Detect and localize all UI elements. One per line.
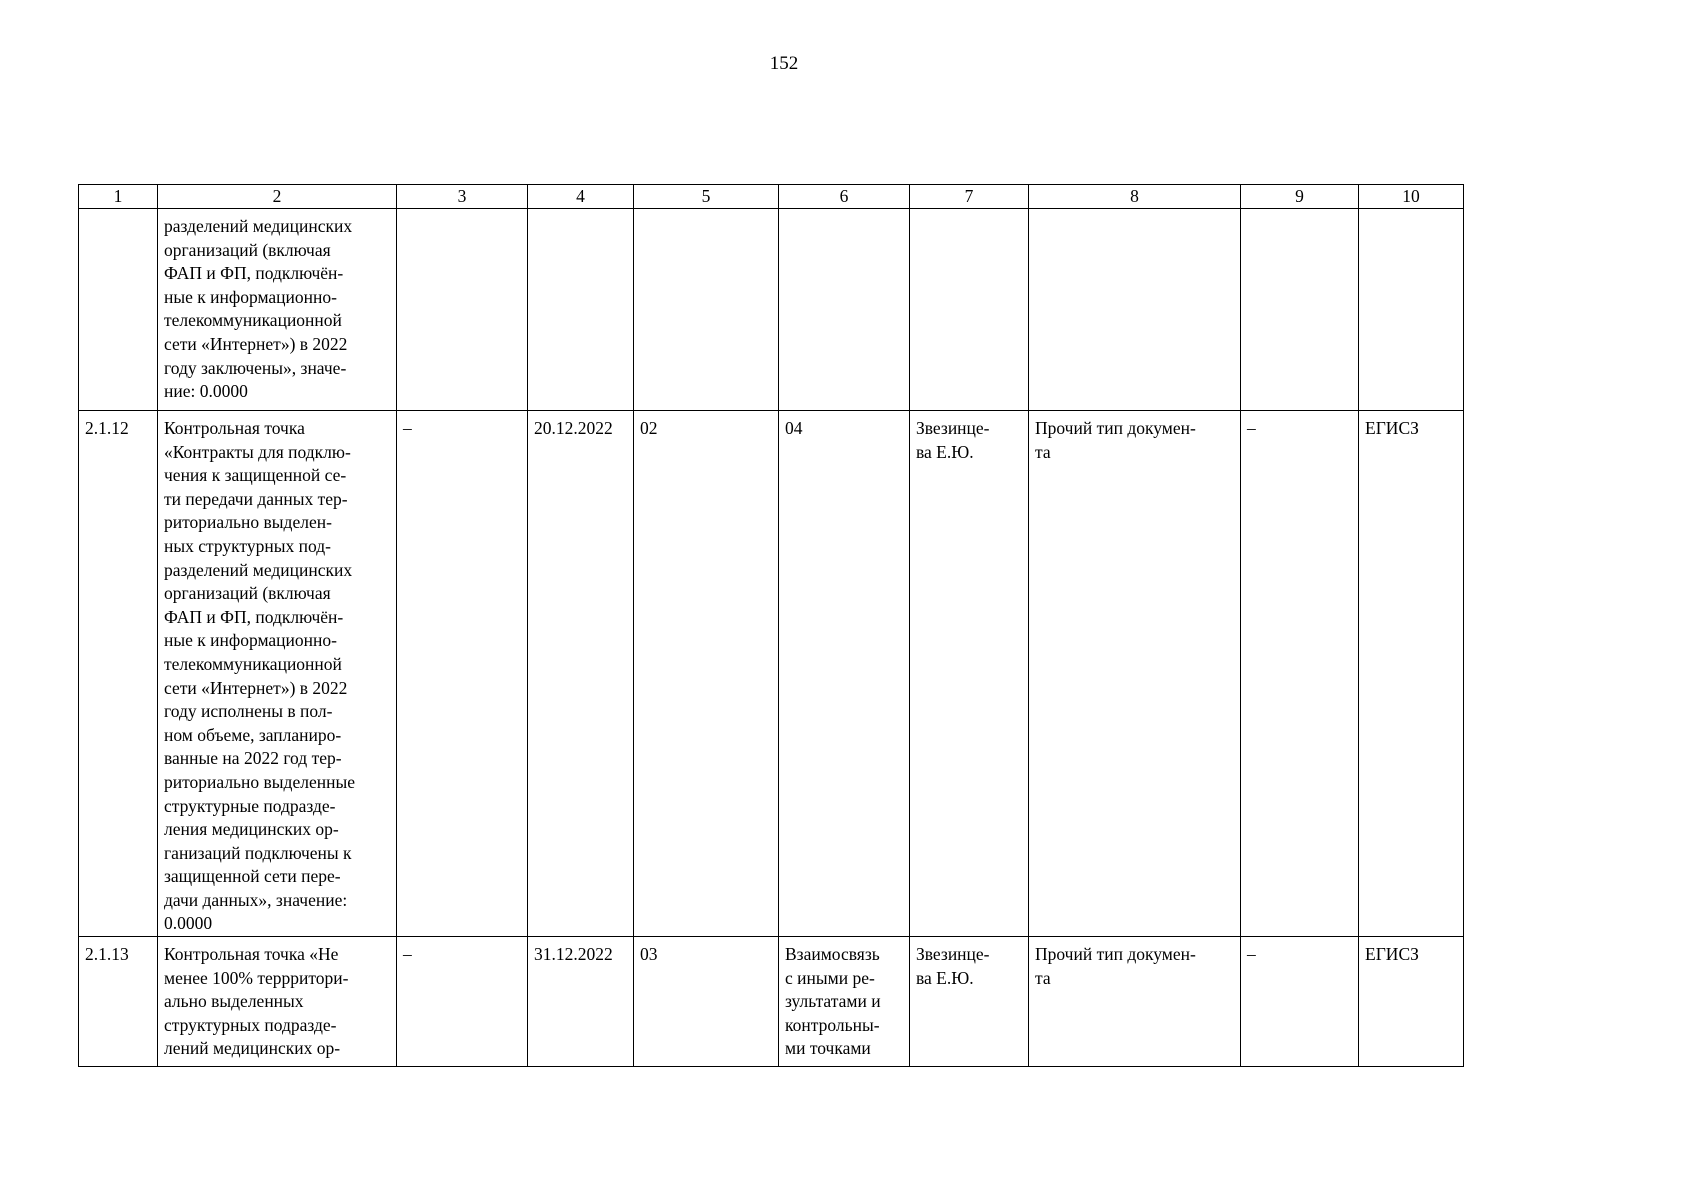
table-cell-date [528, 411, 634, 937]
table-cell-date [528, 937, 634, 1067]
table-row [79, 937, 1464, 1067]
table-cell [779, 937, 910, 1067]
table-cell [528, 209, 634, 411]
cell-text: – [1247, 944, 1256, 965]
cell-text: Звезинце- ва Е.Ю. [916, 944, 990, 988]
table-cell-number [79, 937, 158, 1067]
table-cell-description [158, 209, 397, 411]
table-cell-document-type [1029, 937, 1241, 1067]
cell-text: – [403, 944, 412, 965]
table-cell [1029, 209, 1241, 411]
table-cell-responsible [910, 937, 1029, 1067]
column-header: 8 [1029, 185, 1241, 209]
table-cell [1359, 209, 1464, 411]
cell-text: Прочий тип докумен- та [1035, 418, 1196, 462]
table-cell [634, 411, 779, 937]
table-cell [779, 209, 910, 411]
page-number: 152 [769, 53, 799, 74]
table-cell [1241, 209, 1359, 411]
column-header: 6 [779, 185, 910, 209]
cell-text: Контрольная точка «Контракты для подклю- чения к защищенной се- ти передачи данных тер- риториально выделен- ных структурных под- разделений медицинских организаций (включая ФАП и ФП, подключён- ные к информационно- телекоммуникационной сети «Интернет») в 2022 году исполнены в пол- ном объеме, запланиро- ванные на 2022 год тер- риториально выделенные структурные подразде- ления медицинских ор- ганизаций подключены к защищенной сети пере- дачи данных», значение: 0.0000 [164, 418, 355, 934]
cell-text: ЕГИСЗ [1365, 418, 1419, 438]
cell-text: 31.12.2022 [534, 944, 613, 965]
column-header: 2 [158, 185, 397, 209]
table-row [79, 411, 1464, 937]
table-cell-responsible [910, 411, 1029, 937]
table-cell [1241, 411, 1359, 937]
table-cell [779, 411, 910, 937]
table-header-row [79, 185, 1464, 209]
cell-text: Взаимосвязь с иными ре- зультатами и контрольны- ми точками [785, 944, 881, 1059]
table-cell [910, 209, 1029, 411]
column-header: 4 [528, 185, 634, 209]
table-cell-system [1359, 411, 1464, 937]
cell-text: 20.12.2022 [534, 418, 613, 438]
cell-text: 2.1.13 [85, 944, 129, 965]
column-header: 9 [1241, 185, 1359, 209]
table-cell [397, 937, 528, 1067]
column-header: 10 [1359, 185, 1464, 209]
cell-text: – [1247, 418, 1256, 438]
cell-text: Прочий тип докумен- та [1035, 944, 1196, 988]
cell-text: 2.1.12 [85, 418, 129, 438]
table-cell-number [79, 411, 158, 937]
table-cell [634, 209, 779, 411]
cell-text: 03 [640, 944, 658, 965]
table-cell [397, 411, 528, 937]
column-header: 1 [79, 185, 158, 209]
cell-text: – [403, 418, 412, 438]
cell-text: Контрольная точка «Не менее 100% террритори- ально выделенных структурных подразде- лений медицинских ор- [164, 944, 349, 1059]
table-cell-document-type [1029, 411, 1241, 937]
table-cell-system [1359, 937, 1464, 1067]
table-row [79, 209, 1464, 411]
table-cell [397, 209, 528, 411]
cell-text: 04 [785, 418, 803, 438]
cell-text: разделений медицинских организаций (включая ФАП и ФП, подключён- ные к информационно- телекоммуникационной сети «Интернет») в 2022 году заключены», значе- ние: 0.0000 [164, 216, 353, 402]
column-header: 5 [634, 185, 779, 209]
cell-text: Звезинце- ва Е.Ю. [916, 418, 990, 462]
table-cell-number [79, 209, 158, 411]
table-cell [1241, 937, 1359, 1067]
document-table [78, 184, 1464, 1067]
column-header: 7 [910, 185, 1029, 209]
column-header: 3 [397, 185, 528, 209]
table-cell-description [158, 411, 397, 937]
table-cell [634, 937, 779, 1067]
cell-text: ЕГИСЗ [1365, 944, 1419, 965]
cell-text: 02 [640, 418, 658, 438]
table-cell-description [158, 937, 397, 1067]
